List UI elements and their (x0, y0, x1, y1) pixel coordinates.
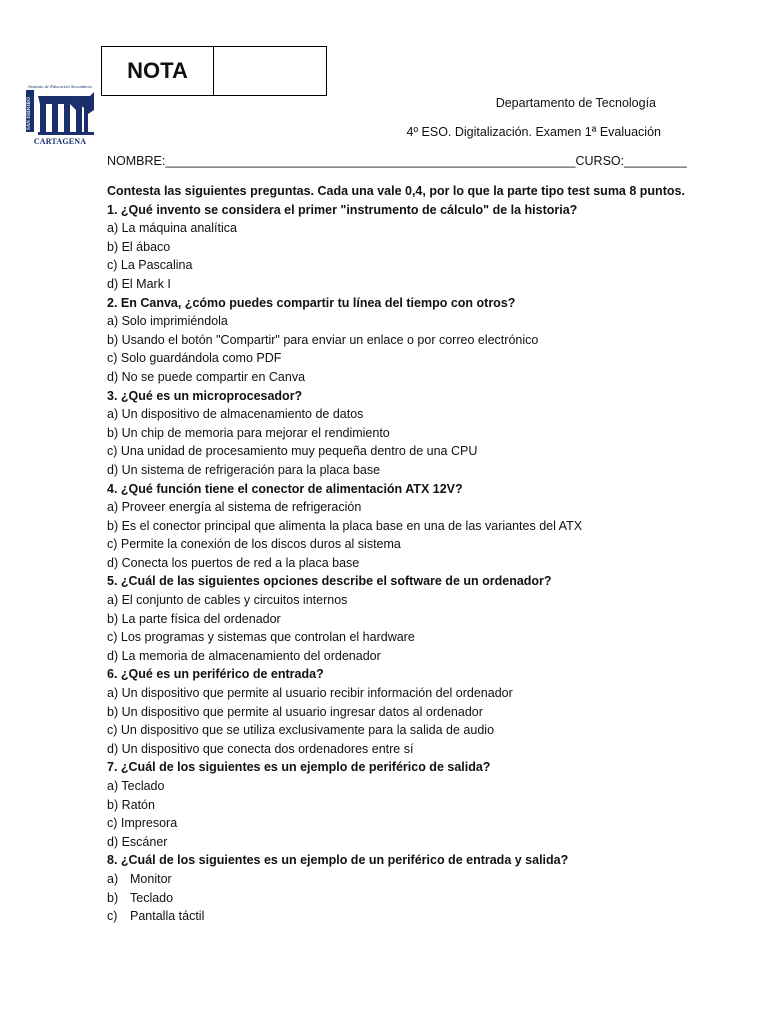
instructions: Contesta las siguientes preguntas. Cada una vale 0,4, por lo que la parte tipo test suma 8 puntos. (107, 184, 685, 198)
question-text: 7. ¿Cuál de los siguientes es un ejemplo de periférico de salida? (107, 760, 491, 775)
question-text: 3. ¿Qué es un microprocesador? (107, 388, 303, 403)
option-label: Teclado (130, 890, 174, 905)
answer-option[interactable]: a) Proveer energía al sistema de refrigeración (107, 500, 362, 515)
answer-option[interactable]: b) Un dispositivo que permite al usuario ingresar datos al ordenador (107, 704, 483, 719)
option-label: Pantalla táctil (130, 909, 205, 924)
answer-option[interactable]: d) Un sistema de refrigeración para la placa base (107, 462, 381, 477)
answer-option[interactable]: a) Solo imprimiéndola (107, 314, 228, 329)
question-8 (107, 851, 707, 925)
answer-option[interactable]: c) Solo guardándola como PDF (107, 351, 282, 366)
question-3 (107, 387, 707, 480)
option-letter: b) (107, 890, 119, 905)
school-logo (24, 84, 96, 146)
grade-value-field[interactable] (214, 47, 326, 95)
answer-option[interactable]: a) Teclado (107, 779, 165, 793)
question-2 (107, 294, 707, 387)
answer-option[interactable]: c) Los programas y sistemas que controlan el hardware (107, 630, 415, 645)
logo-side-text: SAN ISIDORO (27, 97, 32, 130)
exam-content (107, 182, 707, 926)
answer-option[interactable] (107, 907, 707, 926)
question-7 (107, 758, 707, 851)
answer-option[interactable]: a) Un dispositivo que permite al usuario recibir información del ordenador (107, 686, 513, 701)
answer-option[interactable]: d) Un dispositivo que conecta dos ordenadores entre sí (107, 741, 414, 756)
answer-option[interactable]: c) Una unidad de procesamiento muy pequeña dentro de una CPU (107, 444, 478, 459)
question-text: 1. ¿Qué invento se considera el primer "instrumento de cálculo" de la historia? (107, 202, 578, 217)
question-text: 8. ¿Cuál de los siguientes es un ejemplo de un periférico de entrada y salida? (107, 853, 569, 868)
answer-option[interactable]: c) Un dispositivo que se utiliza exclusivamente para la salida de audio (107, 723, 495, 738)
question-text: 2. En Canva, ¿cómo puedes compartir tu línea del tiempo con otros? (107, 295, 516, 310)
logo-caption: CARTAGENA (33, 137, 87, 146)
grade-box (101, 46, 327, 96)
answer-option[interactable]: c) La Pascalina (107, 258, 193, 273)
grade-label: NOTA (102, 47, 214, 95)
question-5 (107, 572, 707, 665)
question-1 (107, 201, 707, 294)
question-text: 5. ¿Cuál de las siguientes opciones describe el software de un ordenador? (107, 574, 552, 589)
logo-script-text: Instituto de Educación Secundaria (28, 84, 92, 89)
answer-option[interactable]: b) Es el conector principal que alimenta la placa base en una de las variantes del ATX (107, 518, 583, 533)
option-letter: c) (107, 909, 118, 924)
answer-option[interactable] (107, 889, 707, 908)
question-6 (107, 665, 707, 758)
answer-option[interactable]: d) La memoria de almacenamiento del ordenador (107, 648, 381, 663)
question-4 (107, 480, 707, 573)
department-text: Departamento de Tecnología (495, 96, 656, 110)
answer-option[interactable]: b) Un chip de memoria para mejorar el rendimiento (107, 425, 390, 440)
option-label: Monitor (130, 871, 172, 886)
answer-option[interactable]: d) Escáner (107, 834, 168, 849)
option-letter: a) (107, 871, 119, 886)
answer-option[interactable]: d) El Mark I (107, 276, 171, 291)
answer-option[interactable]: a) La máquina analítica (107, 221, 237, 236)
answer-option[interactable] (107, 870, 707, 889)
answer-option[interactable]: a) El conjunto de cables y circuitos internos (107, 593, 348, 608)
answer-option[interactable]: b) Ratón (107, 797, 155, 812)
answer-option[interactable]: d) No se puede compartir en Canva (107, 369, 306, 384)
answer-option[interactable]: b) Usando el botón "Compartir" para enviar un enlace o por correo electrónico (107, 332, 539, 347)
question-text: 4. ¿Qué función tiene el conector de alimentación ATX 12V? (107, 481, 463, 496)
course-exam-text: 4º ESO. Digitalización. Examen 1ª Evaluación (406, 125, 661, 139)
name-course-line[interactable]: NOMBRE:___________________________________________________________CURSO:_________ (107, 154, 687, 168)
answer-option[interactable]: d) Conecta los puertos de red a la placa base (107, 555, 360, 570)
answer-option[interactable]: c) Impresora (107, 816, 178, 831)
answer-option[interactable]: a) Un dispositivo de almacenamiento de datos (107, 407, 364, 422)
answer-option[interactable]: c) Permite la conexión de los discos duros al sistema (107, 537, 401, 552)
answer-option[interactable]: b) La parte física del ordenador (107, 611, 281, 626)
question-text: 6. ¿Qué es un periférico de entrada? (107, 667, 324, 682)
answer-option[interactable]: b) El ábaco (107, 239, 171, 254)
